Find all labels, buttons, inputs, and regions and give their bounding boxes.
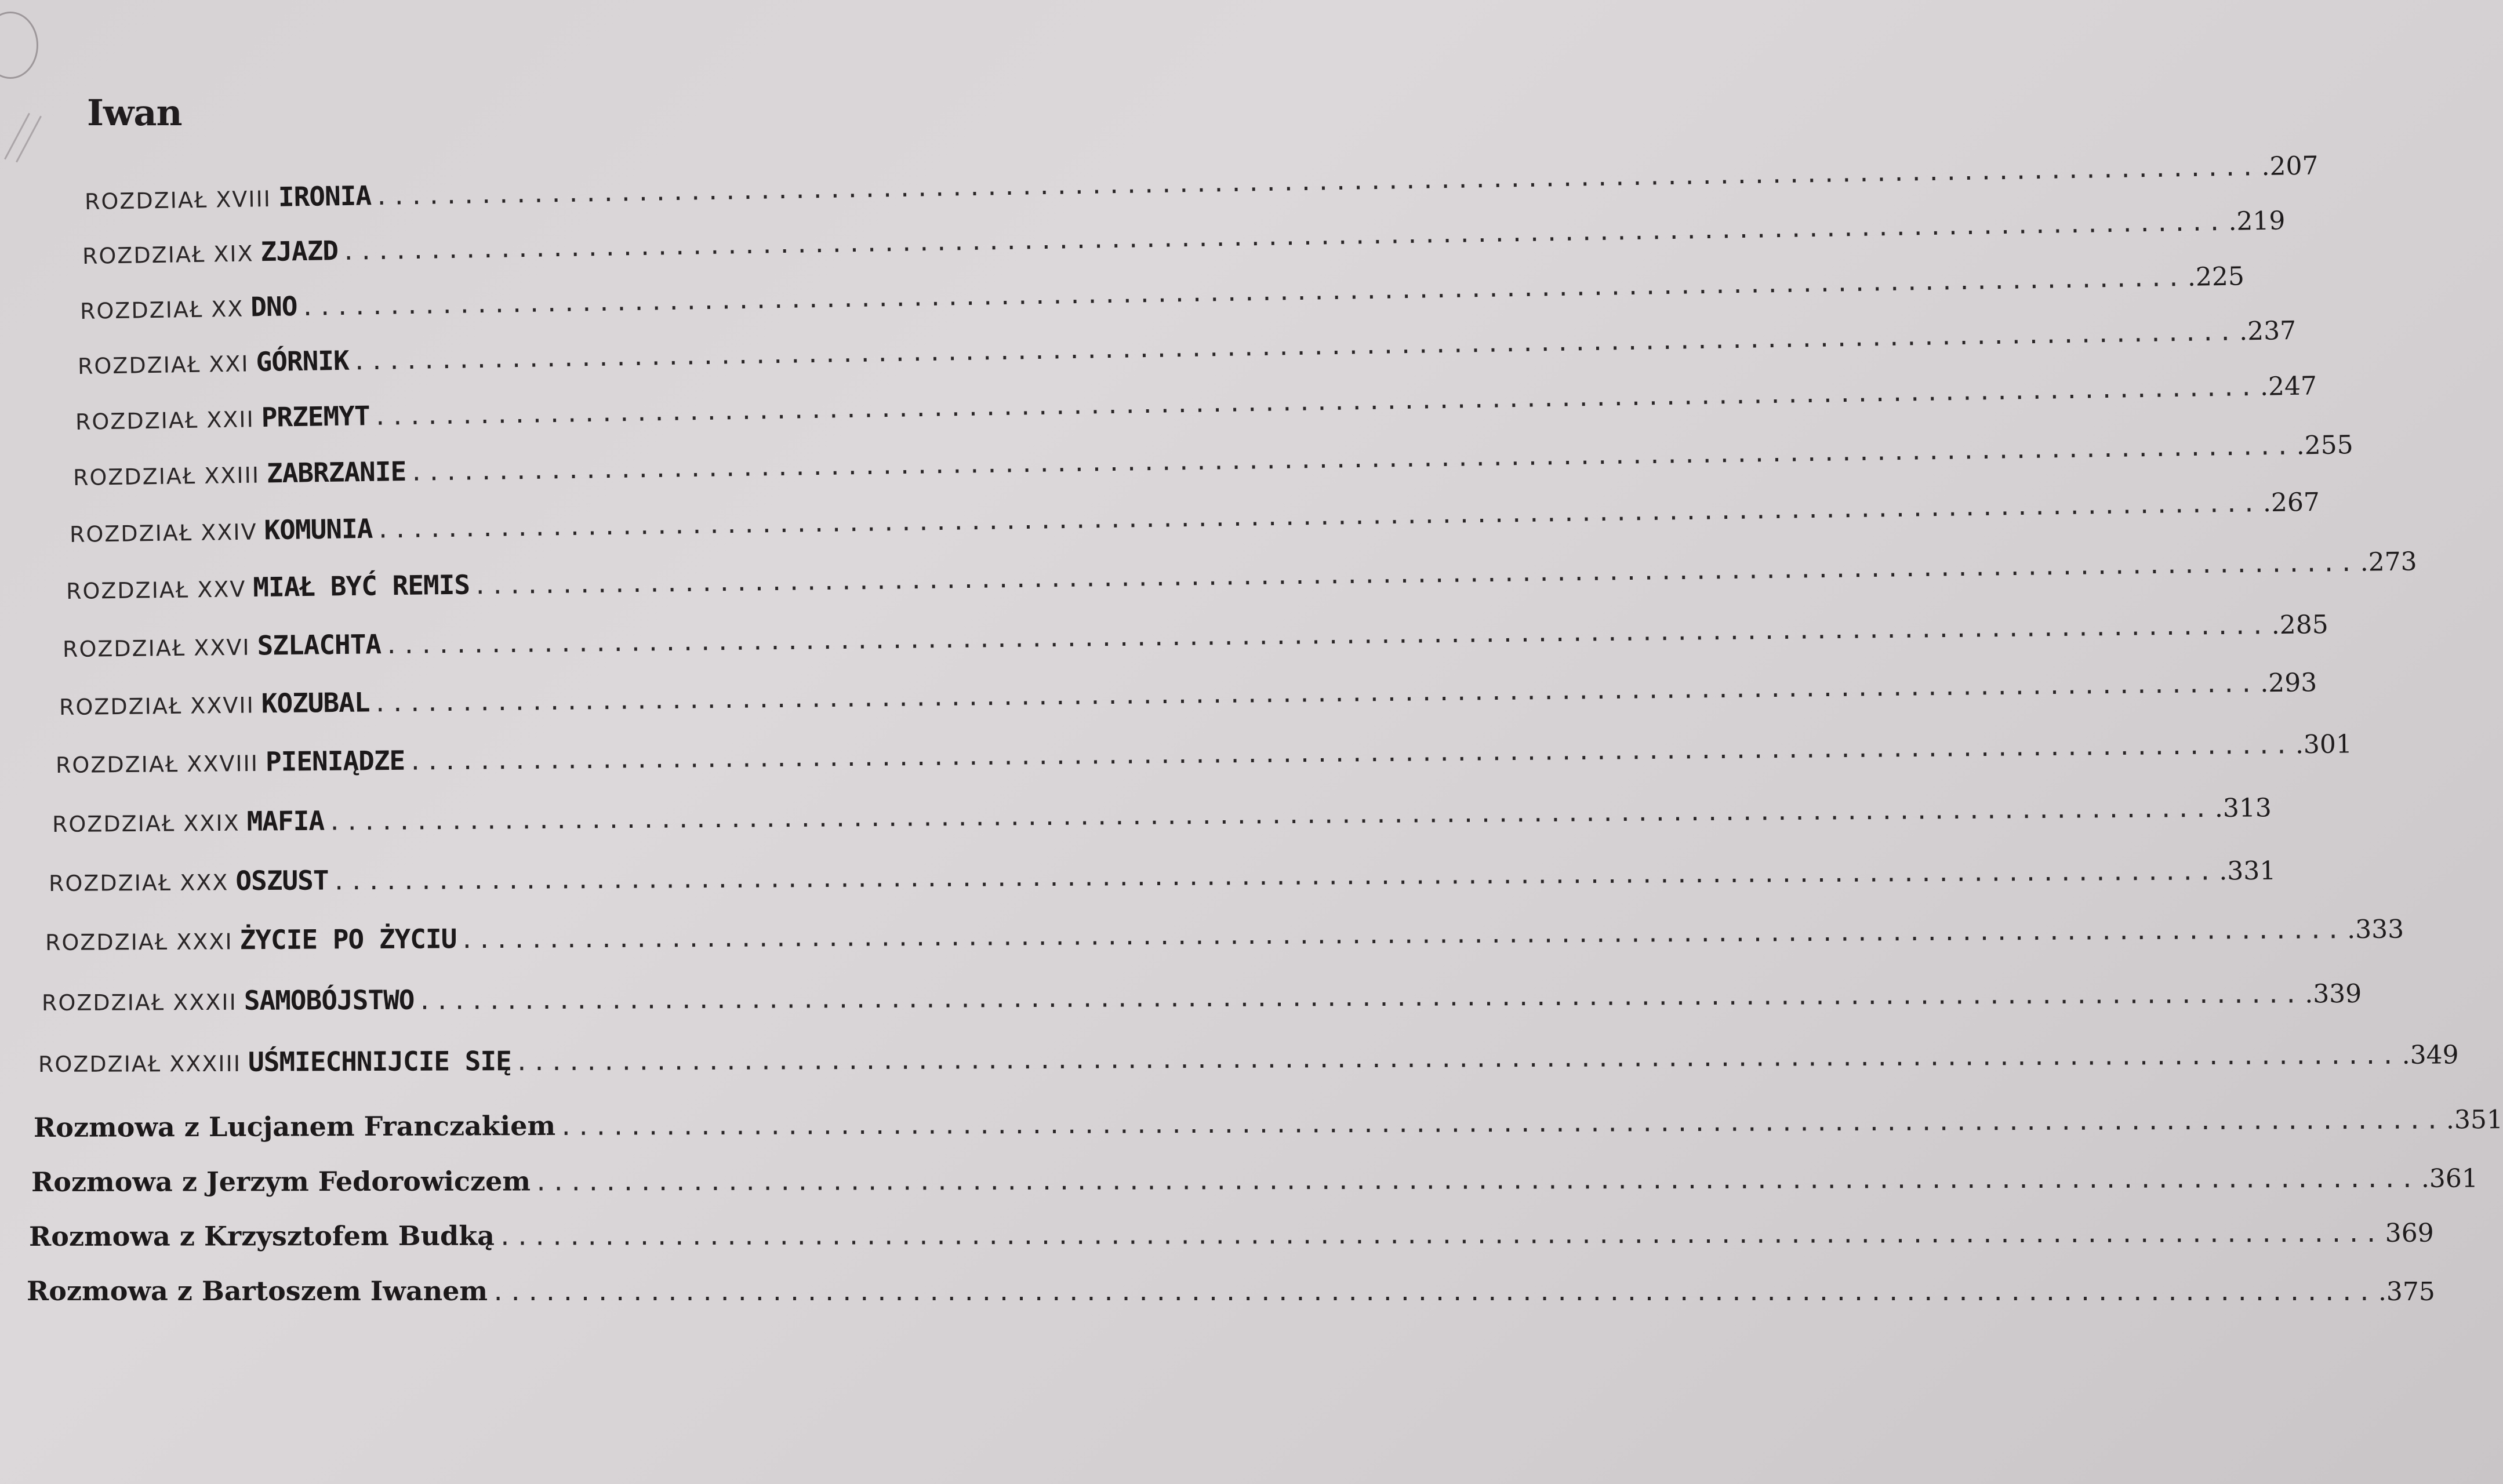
- toc-row-chapter-18: [84, 151, 2319, 216]
- toc-row-chapter-33: [38, 1040, 2459, 1078]
- dot-leader: ............................................................................................................: [376, 490, 2260, 544]
- page-number: .255: [2296, 430, 2354, 461]
- interview-title: Rozmowa z Krzysztofem Budką: [28, 1220, 495, 1252]
- dot-leader: ............................................................................................................: [460, 917, 2344, 954]
- chapter-title: OSZUST: [235, 864, 329, 897]
- interview-title: Rozmowa z Jerzym Fedorowiczem: [31, 1165, 531, 1198]
- chapter-title: KOZUBAL: [261, 686, 370, 719]
- chapter-label: ROZDZIAŁ XXVIII: [55, 750, 259, 778]
- dot-leader: ............................................................................................................: [559, 1107, 2443, 1141]
- chapter-title: UŚMIECHNIJCIE SIĘ: [248, 1045, 511, 1078]
- dot-leader: ............................................................................................................: [417, 981, 2302, 1015]
- chapter-title: ZJAZD: [260, 235, 339, 268]
- chapter-label: ROZDZIAŁ XXX: [48, 870, 229, 896]
- chapter-title: DNO: [250, 290, 297, 323]
- chapter-label: ROZDZIAŁ XXIV: [69, 519, 257, 547]
- page-number: .247: [2259, 371, 2317, 402]
- chapter-label: ROZDZIAŁ XXXII: [41, 989, 237, 1016]
- toc-row-chapter-26: [62, 610, 2329, 663]
- toc-row-chapter-23: [72, 430, 2354, 492]
- toc-row-chapter-22: [75, 371, 2317, 436]
- chapter-title: MAFIA: [246, 805, 325, 837]
- toc-row-chapter-28: [55, 729, 2353, 779]
- chapter-title: IRONIA: [278, 180, 372, 213]
- chapter-label: ROZDZIAŁ XXIII: [72, 462, 260, 490]
- chapter-label: ROZDZIAŁ XXXIII: [38, 1050, 242, 1077]
- chapter-title: GÓRNIK: [256, 344, 350, 378]
- page-number: .225: [2187, 261, 2245, 292]
- toc-row-interview-3: [28, 1218, 2434, 1252]
- dot-leader: ............................................................................................................: [352, 319, 2236, 376]
- chapter-title: MIAŁ BYĆ REMIS: [252, 569, 470, 603]
- dot-leader: ............................................................................................................: [327, 796, 2212, 836]
- interview-title: Rozmowa z Bartoszem Iwanem: [27, 1275, 488, 1307]
- toc-row-chapter-30: [48, 856, 2276, 897]
- dot-leader: ............................................................................................................: [534, 1166, 2418, 1196]
- toc-row-chapter-31: [45, 914, 2404, 956]
- chapter-label: ROZDZIAŁ XXI: [77, 351, 249, 379]
- page-number: .331: [2219, 856, 2276, 886]
- toc-row-chapter-25: [66, 547, 2417, 605]
- page-number: .361: [2421, 1163, 2478, 1194]
- dot-leader: ............................................................................................................: [300, 264, 2185, 322]
- page-number: .267: [2262, 487, 2320, 518]
- toc-row-interview-2: [31, 1163, 2478, 1198]
- page-number: .207: [2261, 151, 2319, 182]
- page-number: .237: [2239, 315, 2297, 347]
- dot-leader: ............................................................................................................: [409, 433, 2294, 486]
- chapter-label: ROZDZIAŁ XXV: [66, 576, 246, 604]
- toc-row-chapter-19: [82, 206, 2286, 270]
- page-number: .375: [2378, 1277, 2435, 1307]
- chapter-title: ŻYCIE PO ŻYCIU: [239, 923, 457, 956]
- page-number: .301: [2295, 729, 2353, 760]
- page-number: .313: [2214, 793, 2272, 823]
- dot-leader: ............................................................................................................: [373, 374, 2257, 431]
- page-number: .293: [2260, 668, 2317, 699]
- dot-leader: ............................................................................................................: [491, 1279, 2375, 1306]
- page-number: .285: [2271, 610, 2329, 641]
- dot-leader: ............................................................................................................: [332, 859, 2216, 896]
- dot-leader: ............................................................................................................: [514, 1042, 2399, 1076]
- dot-leader: ............................................................................................................: [473, 550, 2357, 600]
- toc-row-chapter-29: [52, 793, 2272, 838]
- chapter-title: SAMOBÓJSTWO: [244, 984, 415, 1016]
- page-number: .273: [2360, 547, 2417, 577]
- dot-leader: ............................................................................................................: [374, 154, 2258, 211]
- page-number: .219: [2228, 206, 2286, 237]
- toc-row-chapter-20: [79, 261, 2245, 325]
- chapter-label: ROZDZIAŁ XIX: [82, 241, 254, 269]
- dot-leader: ............................................................................................................: [408, 732, 2293, 776]
- page-number: .333: [2347, 914, 2404, 945]
- chapter-label: ROZDZIAŁ XVIII: [84, 186, 272, 214]
- chapter-title: PIENIĄDZE: [265, 744, 405, 777]
- chapter-title: ZABRZANIE: [266, 455, 406, 489]
- chapter-title: SZLACHTA: [257, 628, 382, 661]
- chapter-label: ROZDZIAŁ XXVI: [62, 634, 250, 662]
- chapter-label: ROZDZIAŁ XXVII: [59, 692, 255, 720]
- chapter-label: ROZDZIAŁ XXII: [75, 406, 255, 435]
- chapter-label: ROZDZIAŁ XX: [79, 296, 244, 324]
- toc-row-chapter-27: [59, 668, 2317, 721]
- toc-row-chapter-21: [77, 315, 2297, 380]
- toc-row-interview-4: [27, 1275, 2435, 1307]
- toc-row-chapter-32: [41, 979, 2362, 1017]
- page-number: .339: [2305, 979, 2362, 1009]
- dot-leader: ............................................................................................................: [341, 209, 2225, 265]
- chapter-label: ROZDZIAŁ XXIX: [52, 810, 240, 837]
- chapter-label: ROZDZIAŁ XXXI: [45, 929, 233, 955]
- page-number: 369: [2385, 1218, 2434, 1248]
- chapter-title: PRZEMYT: [261, 400, 370, 433]
- toc-row-chapter-24: [69, 487, 2320, 548]
- dot-leader: ............................................................................................................: [497, 1220, 2382, 1251]
- dot-leader: ............................................................................................................: [384, 613, 2269, 660]
- chapter-title: KOMUNIA: [264, 512, 373, 546]
- page-number: .349: [2402, 1040, 2459, 1070]
- part-title: Iwan: [87, 92, 182, 134]
- toc-row-interview-1: [33, 1105, 2503, 1143]
- dot-leader: ............................................................................................................: [373, 671, 2257, 718]
- page-number: .351: [2446, 1105, 2503, 1135]
- interview-title: Rozmowa z Lucjanem Franczakiem: [33, 1110, 556, 1143]
